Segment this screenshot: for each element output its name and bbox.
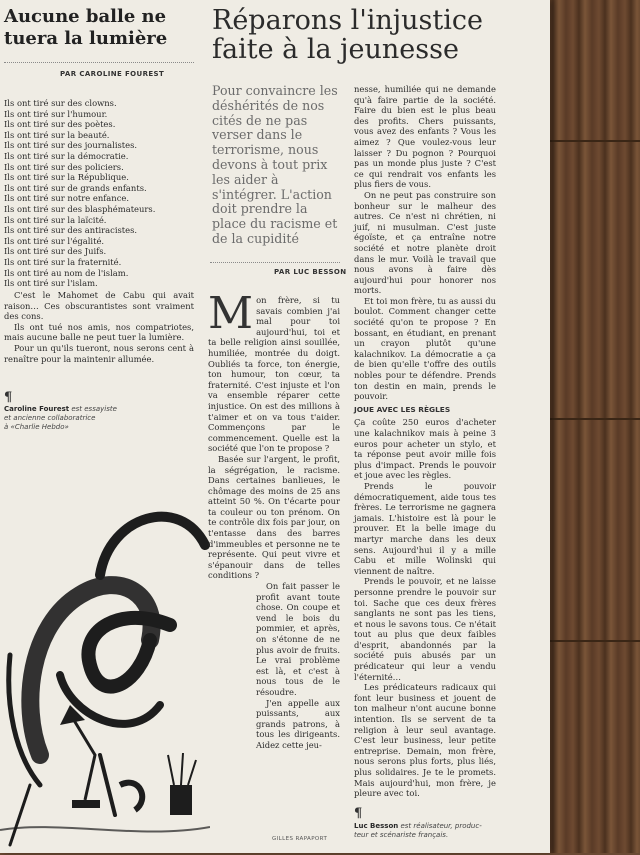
article-author-bio: teur et scénariste français.: [354, 831, 449, 839]
sidebar-title-line: tuera la lumière: [4, 28, 168, 49]
sidebar-paragraph: C'est le Mahomet de Cabu qui avait raison… Ces obscurantistes sont vraiment des cons.: [4, 290, 194, 322]
poem-line: Ils ont tiré sur la République.: [4, 172, 129, 183]
poem-line: Ils ont tiré sur la beauté.: [4, 129, 110, 140]
end-mark-icon: ¶: [4, 390, 13, 405]
poem-line: Ils ont tiré sur l'islam.: [4, 278, 98, 289]
ink-illustration: [0, 455, 210, 855]
sidebar-paragraph: Ils ont tué nos amis, nos compatriotes, mais aucune balle ne peut tuer la lumière.: [4, 321, 194, 343]
poem-line: Ils ont tiré sur l'égalité.: [4, 235, 105, 246]
sidebar-rule: [4, 62, 194, 63]
sidebar-byline: PAR CAROLINE FOUREST: [60, 70, 165, 78]
article-paragraph: Prends le pouvoir, et ne laisse personne prendre le pouvoir sur toi. Sache que ces deux frères sanglants ne sont pas les tiens, et nous le savons tous. Ce n'était tout au plus que deux faibles d'esprit, abandonnés par la société puis abusés par un prédicateur qui leur a vendu l'éternité…: [354, 576, 496, 682]
article-byline: PAR LUC BESSON: [274, 268, 347, 276]
poem-line: Ils ont tiré sur des antiracistes.: [4, 225, 138, 236]
article-author-name: Luc Besson: [354, 822, 399, 830]
article-paragraph: Les prédicateurs radicaux qui font leur business et jouent de ton malheur n'ont aucune bonne intention. Ils se servent de ta religion à leur seul avantage. C'est leur business, leur petite entreprise. Demain, mon frère, nous serons plus forts, plus liés, plus solidaires. Je te le promets. Mais aujourd'hui, mon frère, je pleure avec toi.: [354, 682, 496, 799]
article-paragraph: Basée sur l'argent, le profit, la ségrégation, le racisme. Dans certaines banlieues, le chômage des moins de 25 ans atteint 50 %. On t'écarte pour ta couleur ou ton prénom. On te contrôle dix fois par jour, on t'entasse dans des barres d'immeubles et personne ne te représente. Qui peut vivre et s'épanouir dans de telles conditions ?: [208, 453, 340, 581]
sidebar-signature: [4, 405, 194, 432]
wood-plank-seam: [540, 640, 640, 642]
illustration-credit: GILLES RAPAPORT: [272, 836, 328, 842]
poem-line: Ils ont tiré sur de grands enfants.: [4, 182, 147, 193]
poem-line: Ils ont tiré sur l'humour.: [4, 108, 108, 119]
poem-line: Ils ont tiré au nom de l'islam.: [4, 267, 129, 278]
poem-line: Ils ont tiré sur la démocratie.: [4, 150, 129, 161]
poem-line: Ils ont tiré sur des Juifs.: [4, 246, 107, 257]
poem-line: Ils ont tiré sur la laïcité.: [4, 214, 107, 225]
article-paragraph: [208, 288, 340, 454]
poem-line: Ils ont tiré sur des poètes.: [4, 119, 116, 130]
byline-rule: [210, 262, 340, 263]
drop-cap: M: [208, 288, 254, 339]
article-paragraph-text: on frère, si tu savais combien j'ai mal pour toi aujourd'hui, toi et ta belle religion ainsi souillée, humiliée, montrée du doigt. Oubliés ta force, ton énergie, ton humour, ton cœur, ta fraternité. C'est injuste et l'on va ensemble réparer cette injustice. On est des millions à t'aimer et on va tous t'aider. Commençons par le commencement. Quelle est la société que l'on te propose ?: [208, 295, 340, 454]
article-title-line: Réparons l'injustice: [212, 5, 483, 36]
article-paragraph: J'en appelle aux puissants, aux grands patrons, à tous les dirigeants. Aidez cette jeu-: [256, 697, 340, 750]
poem-line: Ils ont tiré sur des blasphémateurs.: [4, 203, 156, 214]
article-column-1: [208, 288, 340, 751]
article-title-line: faite à la jeunesse: [212, 34, 459, 65]
article-paragraph: Et toi mon frère, tu as aussi du boulot. Comment changer cette société qu'on te propose ? En bossant, en étudiant, en prenant un crayon plutôt qu'une kalachnikov. La démocratie a ça de bien qu'elle t'offre des outils nobles pour te défendre. Prends ton destin en main, prends le pouvoir.: [354, 295, 496, 402]
sidebar-body: [4, 290, 194, 364]
article-author-bio: est réalisateur, produc-: [398, 822, 482, 830]
sidebar-title-line: Aucune balle ne: [4, 6, 167, 27]
article-paragraph: Ça coûte 250 euros d'acheter une kalachnikov mais à peine 3 euros pour acheter un stylo, et ta réponse peut avoir mille fois plus d'impact. Prends le pouvoir et joue avec les règles.: [354, 417, 496, 481]
article-title: [212, 6, 542, 64]
poem-line: Ils ont tiré sur des policiers.: [4, 161, 124, 172]
article-paragraph: Prends le pouvoir démocratiquement, aide tous tes frères. Le terrorisme ne gagnera jamais. L'histoire est là pour le prouver. Et la belle image du martyr marche dans les deux sens. Aujourd'hui il y a mille Cabu et mille Wolinski qui viennent de naître.: [354, 480, 496, 576]
wood-plank-seam: [540, 418, 640, 420]
article-column-2: [354, 84, 496, 799]
pen-cup-icon: [168, 753, 196, 815]
article-paragraph: On fait passer le profit avant toute chose. On coupe et vend le bois du pommier, et après, on s'étonne de ne plus avoir de fruits. Le vrai problème est là, et c'est à nous tous de le résoudre.: [256, 581, 340, 697]
sidebar-poem: [4, 98, 199, 289]
sidebar-author-bio: et ancienne collaboratrice: [4, 414, 96, 422]
end-mark-icon: ¶: [354, 806, 363, 821]
sidebar-author-bio: à «Charlie Hebdo»: [4, 423, 69, 431]
sidebar-author-bio: est essayiste: [69, 405, 117, 413]
article-lead: Pour convaincre les déshérités de nos cités de ne pas verser dans le terrorisme, nous devons à tout prix les aider à s'intégrer. L'action doit prendre la place du racisme et de la cupidité: [212, 83, 338, 246]
sidebar-title: [4, 6, 194, 50]
sidebar-paragraph: Pour un qu'ils tueront, nous serons cent à renaître pour la maintenir allumée.: [4, 342, 194, 364]
article-paragraph: nesse, humiliée qui ne demande qu'à faire partie de la société. Faire du bien est le plus beau des profits. Chers puissants, vous avez des enfants ? Vous les aimez ? Que voulez-vous leur laisser ? Du pognon ? Pourquoi pas un monde plus juste ? C'est ce qui rendrait vos enfants les plus fiers de vous.: [354, 84, 496, 190]
poem-line: Ils ont tiré sur des journalistes.: [4, 140, 138, 151]
poem-line: Ils ont tiré sur des clowns.: [4, 98, 117, 108]
wood-plank-seam: [540, 140, 640, 142]
article-signature: [354, 822, 504, 840]
wood-background: [540, 0, 640, 853]
sidebar-author-name: Caroline Fourest: [4, 405, 70, 413]
poem-line: Ils ont tiré sur notre enfance.: [4, 193, 130, 204]
poem-line: Ils ont tiré sur la fraternité.: [4, 256, 122, 267]
article-paragraph: On ne peut pas construire son bonheur sur le malheur des autres. Ce n'est ni chrétien, ni juif, ni musulman. C'est juste égoïste, et ça entraîne notre société et notre planète droit dans le mur. Voilà le travail que nous avons à faire dès aujourd'hui pour honorer nos morts.: [354, 189, 496, 296]
article-subhead: JOUE AVEC LES RÈGLES: [354, 404, 451, 414]
